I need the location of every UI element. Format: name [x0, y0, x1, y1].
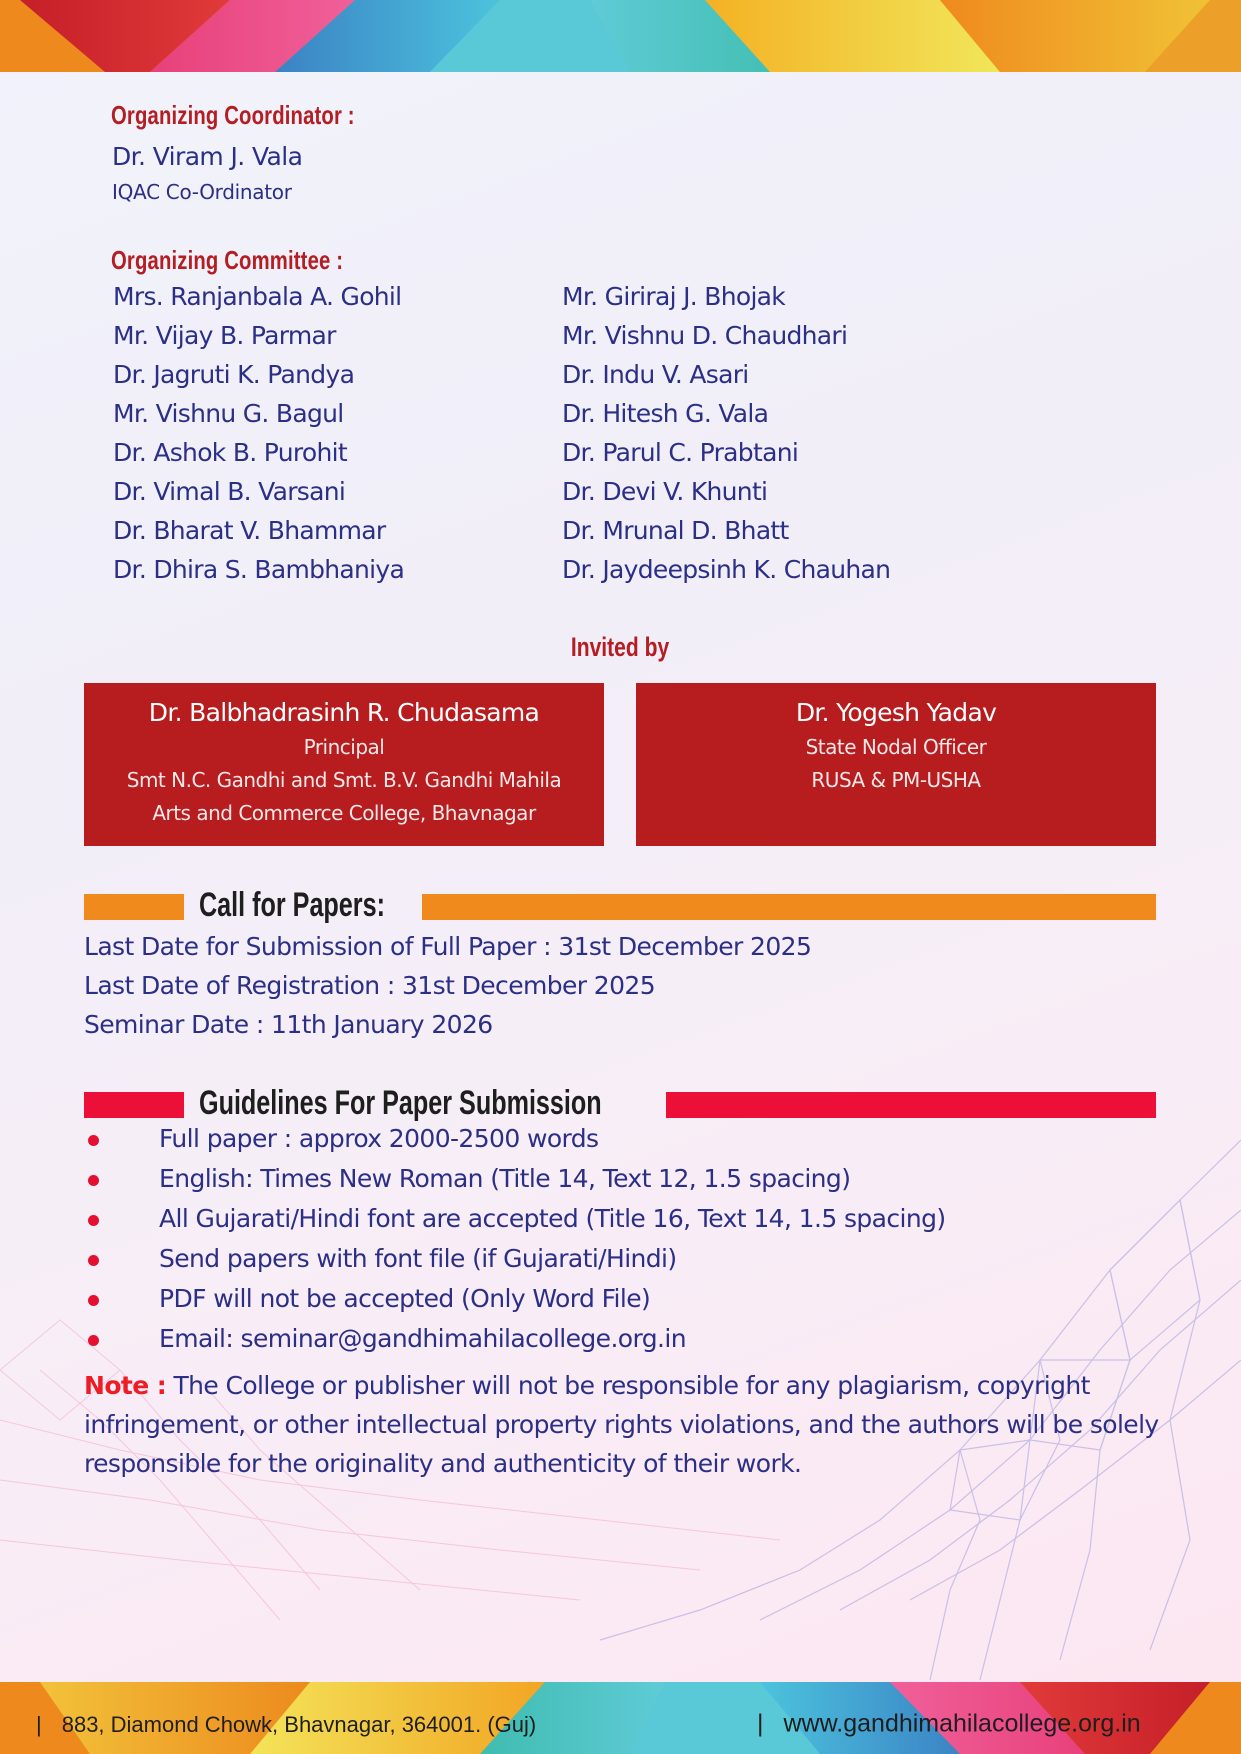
invited-by-heading	[0, 632, 1241, 663]
committee-member: Mr. Vishnu G. Bagul	[113, 399, 344, 428]
header-accent-bar	[666, 1092, 1156, 1118]
header-accent-bar	[84, 894, 184, 920]
guideline-text: All Gujarati/Hindi font are accepted (Title 16, Text 14, 1.5 spacing)	[159, 1204, 946, 1233]
bullet-icon	[88, 1215, 99, 1226]
registration-deadline: Last Date of Registration : 31st December 2025	[84, 971, 656, 1000]
call-for-papers-title: Call for Papers:	[199, 886, 385, 924]
committee-member: Dr. Dhira S. Bambhaniya	[113, 555, 405, 584]
invitee-institution-line: Smt N.C. Gandhi and Smt. B.V. Gandhi Mahila	[126, 768, 562, 792]
footer-website	[757, 1710, 1141, 1739]
guideline-email[interactable]: Email: seminar@gandhimahilacollege.org.in	[159, 1324, 686, 1353]
separator: |	[36, 1712, 42, 1737]
disclaimer-note	[84, 1366, 1164, 1483]
committee-member: Dr. Hitesh G. Vala	[562, 399, 769, 428]
guideline-text: PDF will not be accepted (Only Word File)	[159, 1284, 651, 1313]
committee-member: Mr. Vijay B. Parmar	[113, 321, 336, 350]
invitee-institution-line: Arts and Commerce College, Bhavnagar	[152, 801, 536, 825]
coordinator-label: Organizing Coordinator :	[111, 100, 355, 130]
separator: |	[757, 1709, 764, 1738]
footer-address	[36, 1712, 536, 1738]
committee-member: Dr. Bharat V. Bhammar	[113, 516, 386, 545]
invitee-title: Principal	[303, 735, 385, 759]
committee-member: Dr. Indu V. Asari	[562, 360, 749, 389]
invitee-card-principal	[84, 683, 604, 846]
call-for-papers-header	[84, 886, 1156, 924]
committee-member: Mrs. Ranjanbala A. Gohil	[113, 282, 402, 311]
guideline-text: Full paper : approx 2000-2500 words	[159, 1124, 599, 1153]
guideline-text: English: Times New Roman (Title 14, Text 12, 1.5 spacing)	[159, 1164, 851, 1193]
invitee-title: State Nodal Officer	[805, 735, 987, 759]
website-link[interactable]: www.gandhimahilacollege.org.in	[783, 1709, 1141, 1738]
header-accent-bar	[422, 894, 1156, 920]
committee-member: Dr. Devi V. Khunti	[562, 477, 768, 506]
bullet-icon	[88, 1295, 99, 1306]
committee-list-right	[562, 282, 890, 594]
invitee-name: Dr. Balbhadrasinh R. Chudasama	[148, 698, 540, 727]
committee-member: Dr. Jaydeepsinh K. Chauhan	[562, 555, 891, 584]
note-label: Note :	[84, 1371, 167, 1400]
guidelines-header	[84, 1084, 1156, 1122]
committee-label: Organizing Committee :	[111, 245, 344, 275]
invitee-card-nodal-officer	[636, 683, 1156, 846]
bullet-icon	[88, 1175, 99, 1186]
address-text: 883, Diamond Chowk, Bhavnagar, 364001. (Guj)	[61, 1712, 537, 1737]
seminar-date: Seminar Date : 11th January 2026	[84, 1010, 493, 1039]
committee-member: Dr. Parul C. Prabtani	[562, 438, 799, 467]
coordinator-role: IQAC Co-Ordinator	[112, 180, 292, 204]
committee-member: Dr. Vimal B. Varsani	[113, 477, 346, 506]
committee-member: Mr. Vishnu D. Chaudhari	[562, 321, 848, 350]
committee-member: Mr. Giriraj J. Bhojak	[562, 282, 786, 311]
bullet-icon	[88, 1255, 99, 1266]
coordinator-name: Dr. Viram J. Vala	[112, 142, 303, 171]
guideline-text: Send papers with font file (if Gujarati/Hindi)	[159, 1244, 677, 1273]
submission-deadline: Last Date for Submission of Full Paper : 31st December 2025	[84, 932, 812, 961]
header-accent-bar	[84, 1092, 184, 1118]
invited-by-label: Invited by	[571, 632, 670, 662]
guidelines-title: Guidelines For Paper Submission	[199, 1084, 602, 1122]
note-text: The College or publisher will not be responsible for any plagiarism, copyright infringement, or other intellectual property rights violations, and the authors will be solely responsible for the originality and authenticity of their work.	[84, 1371, 1159, 1478]
invitee-program: RUSA & PM-USHA	[811, 768, 981, 792]
committee-member: Dr. Ashok B. Purohit	[113, 438, 347, 467]
bullet-icon	[88, 1335, 99, 1346]
committee-member: Dr. Mrunal D. Bhatt	[562, 516, 789, 545]
committee-member: Dr. Jagruti K. Pandya	[113, 360, 355, 389]
bullet-icon	[88, 1135, 99, 1146]
committee-list-left	[113, 282, 404, 594]
invitee-name: Dr. Yogesh Yadav	[795, 698, 997, 727]
